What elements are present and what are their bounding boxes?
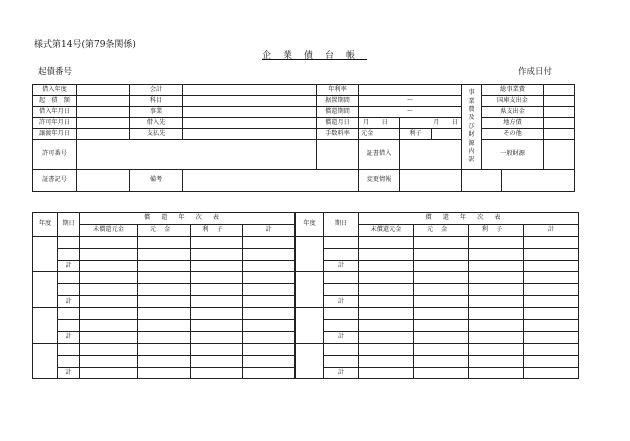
payment-dest-value (183, 129, 317, 140)
general-funds-value (544, 140, 575, 170)
table-row (296, 260, 579, 272)
table-row (33, 331, 295, 343)
principal-header: 元金 (138, 224, 191, 236)
repayment-schedule-right (295, 212, 579, 379)
schedule-title: 償還年次表 (359, 213, 579, 225)
total-header: 計 (243, 224, 295, 236)
project-label: 事業 (130, 107, 183, 118)
borrow-date-label: 借入年月日 (33, 107, 77, 118)
change-info-label: 変更情報 (359, 170, 400, 192)
subtotal-label: 計 (324, 367, 359, 379)
issue-number-label: 起債番号 (38, 67, 73, 77)
repay-month-day-label: 償還月日 (317, 118, 359, 129)
remarks-value (183, 170, 359, 192)
table-row (296, 248, 579, 260)
table-row (33, 367, 295, 379)
subtotal-label: 計 (324, 331, 359, 343)
permit-number-label: 許可番号 (33, 140, 77, 170)
table-row (33, 320, 295, 332)
period-header: 期日 (58, 213, 80, 237)
accounting-value (183, 85, 317, 96)
fee-interest-value (432, 129, 462, 140)
lender-label: 借入先 (130, 118, 183, 129)
table-row (296, 308, 579, 320)
borrow-year-value (77, 85, 130, 96)
certificate-loan-label: 証書借入 (359, 140, 400, 170)
local-bond-value (544, 118, 575, 129)
grace-period-label: 据置期間 (317, 96, 359, 107)
bond-amount-label: 起 債 額 (33, 96, 77, 107)
table-row (33, 284, 295, 296)
table-row (296, 236, 579, 248)
table-row (296, 367, 579, 379)
transfer-date-label: 譲渡年月日 (33, 129, 77, 140)
other-label: その他 (482, 129, 544, 140)
fiscal-year-header: 年度 (33, 213, 58, 237)
local-bond-label: 地方債 (482, 118, 544, 129)
subtotal-label: 計 (58, 331, 80, 343)
certificate-loan-value (400, 140, 462, 170)
change-info-value-3 (502, 170, 575, 192)
repay-period-label: 償還期間 (317, 107, 359, 118)
permit-date-value (77, 118, 130, 129)
grace-period-value: ～ (359, 96, 462, 107)
change-info-value-2 (462, 170, 502, 192)
created-date-label: 作成日付 (518, 67, 553, 77)
permit-date-label: 許可年月日 (33, 118, 77, 129)
borrow-year-label: 借入年度 (33, 85, 77, 96)
table-row (33, 308, 295, 320)
fee-rate-label: 手数料率 (317, 129, 359, 140)
subtotal-label: 計 (58, 367, 80, 379)
payment-dest-label: 支払先 (130, 129, 183, 140)
pref-disbursement-value (544, 107, 575, 118)
bond-info-table (32, 84, 575, 192)
repayment-schedule-left (32, 212, 295, 379)
table-row (296, 331, 579, 343)
remarks-label: 備考 (130, 170, 183, 192)
subtotal-label: 計 (58, 260, 80, 272)
period-header: 期日 (324, 213, 359, 237)
unpaid-principal-header: 未償還元金 (359, 224, 414, 236)
table-row (33, 236, 295, 248)
subtotal-label: 計 (324, 260, 359, 272)
interest-header: 利子 (469, 224, 524, 236)
bond-symbol-value (77, 170, 130, 192)
repay-date-1: 月 日 (359, 118, 400, 129)
table-row (296, 320, 579, 332)
repay-date-2: 月 日 (400, 118, 462, 129)
table-row (296, 343, 579, 355)
table-row (296, 272, 579, 284)
principal-header: 元金 (414, 224, 469, 236)
table-row (33, 343, 295, 355)
total-cost-label: 総事業費 (482, 85, 544, 96)
blank-cell (317, 140, 359, 170)
fee-principal-label: 元金 (359, 129, 400, 140)
subtotal-label: 計 (324, 296, 359, 308)
general-funds-label: 一般財源 (482, 140, 544, 170)
total-header: 計 (524, 224, 579, 236)
form-number-label: 様式第14号(第79条関係) (34, 40, 136, 50)
transfer-date-value (77, 129, 130, 140)
table-row (33, 248, 295, 260)
national-disbursement-label: 国庫支出金 (482, 96, 544, 107)
table-row (33, 296, 295, 308)
table-row (296, 284, 579, 296)
table-row (296, 355, 579, 367)
page-title: 企業債台帳 (262, 51, 368, 61)
other-value (544, 129, 575, 140)
national-disbursement-value (544, 96, 575, 107)
interest-header: 利子 (191, 224, 243, 236)
borrow-date-value (77, 107, 130, 118)
unpaid-principal-header: 未償還元金 (80, 224, 138, 236)
funding-breakdown-label: 事 業 費 及 び 財 源 内 訳 (462, 85, 482, 170)
subtotal-label: 計 (58, 296, 80, 308)
total-cost-value (544, 85, 575, 96)
change-info-value-1 (400, 170, 462, 192)
lender-value (183, 118, 317, 129)
bond-amount-value (77, 96, 130, 107)
table-row (296, 296, 579, 308)
pref-disbursement-label: 県支出金 (482, 107, 544, 118)
project-value (183, 107, 317, 118)
table-row (33, 260, 295, 272)
fiscal-year-header: 年度 (296, 213, 324, 237)
item-value (183, 96, 317, 107)
repay-period-value: ～ (359, 107, 462, 118)
accounting-label: 会計 (130, 85, 183, 96)
table-row (33, 272, 295, 284)
item-label: 科目 (130, 96, 183, 107)
bond-symbol-label: 証書記号 (33, 170, 77, 192)
annual-rate-label: 年利率 (317, 85, 359, 96)
fee-interest-label: 利子 (400, 129, 432, 140)
schedule-title: 償還年次表 (80, 213, 295, 225)
table-row (33, 355, 295, 367)
annual-rate-value (359, 85, 462, 96)
permit-number-value (77, 140, 317, 170)
